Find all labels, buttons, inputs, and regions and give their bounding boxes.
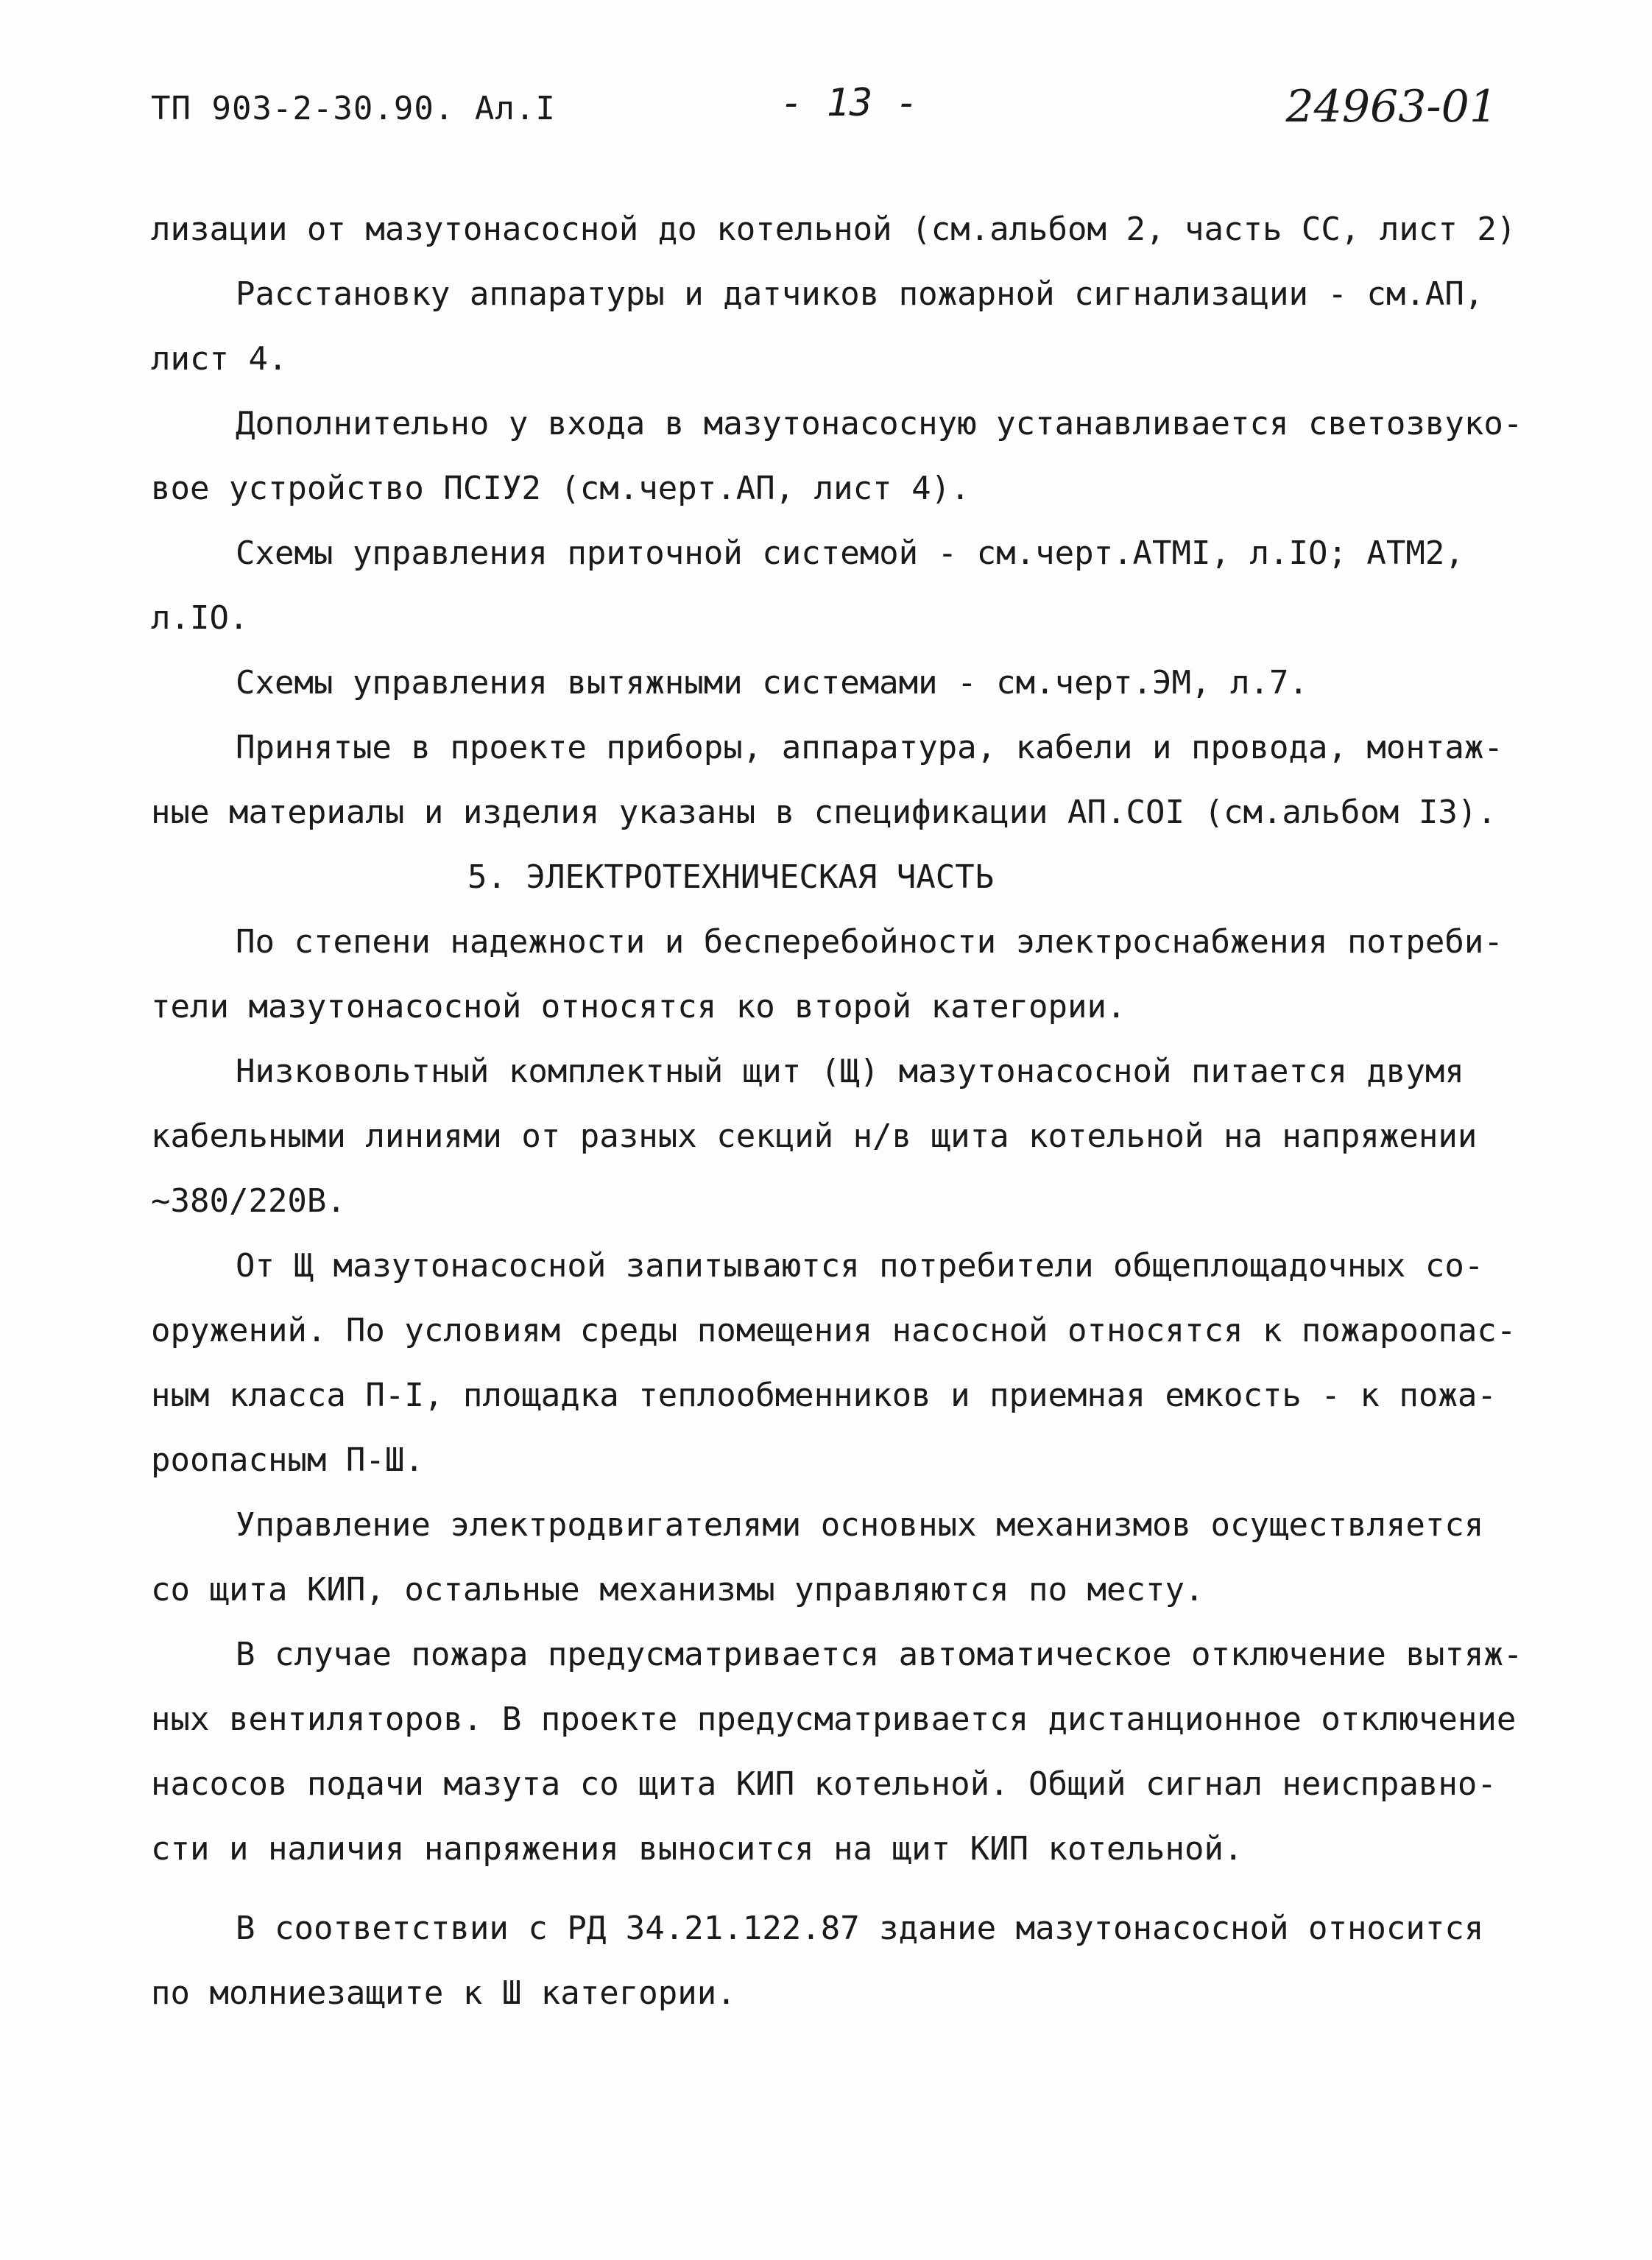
text-line: Схемы управления вытяжными системами - см.черт.ЭМ, л.7.: [236, 664, 1308, 702]
text-line: В случае пожара предусматривается автоматическое отключение вытяж-: [236, 1636, 1523, 1673]
text-line: Схемы управления приточной системой - см.черт.АТМI, л.IО; АТМ2,: [236, 534, 1464, 572]
page-number: - 13 -: [780, 81, 919, 125]
text-line: ные материалы и изделия указаны в спецификации АП.СОI (см.альбом IЗ).: [151, 794, 1497, 831]
text-line: От Щ мазутонасосной запитываются потребители общеплощадочных со-: [236, 1247, 1484, 1285]
archive-number: 24963-01: [1285, 81, 1497, 133]
paragraph-gap: [151, 1882, 1616, 1896]
text-line: По степени надежности и бесперебойности электроснабжения потреби-: [236, 923, 1503, 961]
page-header: [151, 81, 1542, 140]
text-line: Принятые в проекте приборы, аппаратура, кабели и провода, монтаж-: [236, 729, 1503, 766]
text-line: сти и наличия напряжения выносится на щит КИП котельной.: [151, 1830, 1243, 1868]
text-line: кабельными линиями от разных секций н/в щита котельной на напряжении: [151, 1117, 1478, 1155]
text-line: Расстановку аппаратуры и датчиков пожарной сигнализации - см.АП,: [236, 275, 1484, 313]
text-line: вое устройство ПСIУ2 (см.черт.АП, лист 4).: [151, 470, 970, 507]
text-line: лист 4.: [151, 340, 288, 378]
text-line: ных вентиляторов. В проекте предусматривается дистанционное отключение: [151, 1701, 1517, 1738]
document-body: [151, 197, 1616, 2026]
text-line: роопасным П-Ш.: [151, 1441, 424, 1479]
text-line: ным класса П-I, площадка теплообменников и приемная емкость - к пожа-: [151, 1377, 1497, 1414]
text-line: ~380/220В.: [151, 1182, 346, 1220]
text-line: лизации от мазутонасосной до котельной (см.альбом 2, часть СС, лист 2): [151, 211, 1517, 248]
text-line: насосов подачи мазута со щита КИП котельной. Общий сигнал неисправно-: [151, 1765, 1497, 1803]
document-code: ТП 903-2-30.90. Ал.I: [151, 90, 556, 127]
text-line: по молниезащите к Ш категории.: [151, 1974, 736, 2012]
section-heading: 5. ЭЛЕКТРОТЕХНИЧЕСКАЯ ЧАСТЬ: [467, 858, 995, 896]
text-line: Низковольтный комплектный щит (Щ) мазутонасосной питается двумя: [236, 1053, 1464, 1090]
text-line: В соответствии с РД 34.21.122.87 здание мазутонасосной относится: [236, 1910, 1484, 1947]
text-line: со щита КИП, остальные механизмы управляются по месту.: [151, 1571, 1204, 1609]
text-line: тели мазутонасосной относятся ко второй категории.: [151, 988, 1126, 1025]
text-line: оружений. По условиям среды помещения насосной относятся к пожароопас-: [151, 1312, 1517, 1349]
text-line: л.IО.: [151, 599, 249, 637]
text-line: Дополнительно у входа в мазутонасосную устанавливается светозвуко-: [236, 405, 1523, 442]
text-line: Управление электродвигателями основных механизмов осуществляется: [236, 1506, 1484, 1544]
